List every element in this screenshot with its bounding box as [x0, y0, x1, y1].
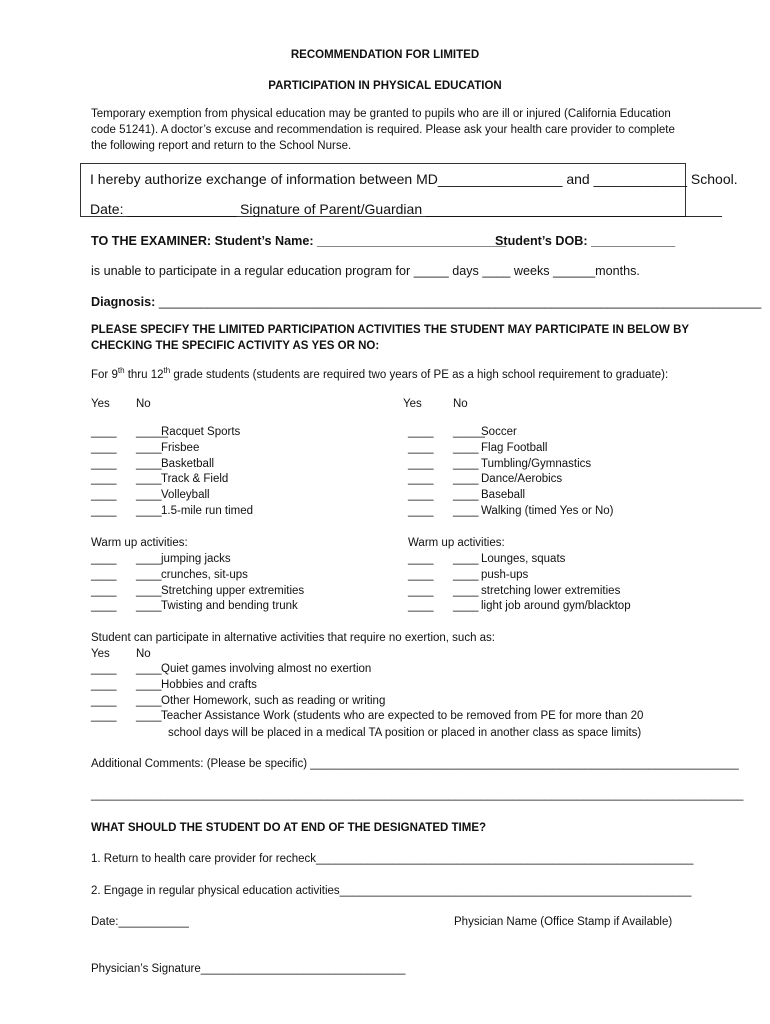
alternative-yes-blank[interactable]: ____ — [91, 663, 117, 675]
sport-right-yes-blank[interactable]: ____ — [408, 457, 434, 470]
intro-line-2: code 51241). A doctor’s excuse and recommendation is required. Please ask your health care provider to complete — [91, 124, 675, 136]
parent-signature-field[interactable]: Signature of Parent/Guardian ______________________________________ — [240, 201, 722, 217]
warmup-right-label: Lounges, squats — [481, 553, 566, 565]
warmup-left-no-blank[interactable]: ____ — [136, 553, 162, 565]
alternative-yes-blank[interactable]: ____ — [91, 710, 117, 723]
no-header-left: No — [136, 398, 151, 410]
alt-yes-header: Yes — [91, 648, 110, 660]
sport-left-no-blank[interactable]: ____ — [136, 505, 162, 517]
student-dob-field[interactable]: Student’s DOB: ____________ — [495, 234, 676, 248]
sport-left-no-blank[interactable]: _____ — [136, 426, 168, 438]
sport-left-yes-blank[interactable]: ____ — [91, 426, 117, 438]
duration-line[interactable]: is unable to participate in a regular education program for _____ days ____ weeks ______months. — [91, 264, 640, 278]
alternative-label: Quiet games involving almost no exertion — [161, 663, 372, 675]
title-line-2: PARTICIPATION IN PHYSICAL EDUCATION — [268, 80, 502, 92]
specify-instruction-2: CHECKING THE SPECIFIC ACTIVITY AS YES OR NO: — [91, 340, 380, 352]
sport-right-no-blank[interactable]: ____ — [453, 473, 479, 486]
sport-right-yes-blank[interactable]: ____ — [408, 426, 434, 438]
sport-right-no-blank[interactable]: ____ — [453, 489, 479, 502]
title-line-1: RECOMMENDATION FOR LIMITED — [290, 49, 480, 61]
alternative-yes-blank[interactable]: ____ — [91, 694, 117, 707]
recheck-field[interactable]: 1. Return to health care provider for recheck___________________________________________________________ — [91, 853, 694, 865]
sport-left-no-blank[interactable]: ____ — [136, 473, 162, 486]
sport-right-no-blank[interactable]: ____ — [453, 457, 479, 470]
diagnosis-field[interactable] — [91, 295, 761, 309]
engage-field[interactable]: 2. Engage in regular physical education activities_______________________________________________________ — [91, 885, 692, 897]
warmup-left-yes-blank[interactable]: ____ — [91, 553, 117, 565]
sport-right-label: Flag Football — [481, 441, 548, 454]
warmup-left-yes-blank[interactable]: ____ — [91, 568, 117, 581]
warmup-label-left: Warm up activities: — [91, 537, 188, 549]
warmup-right-label: light job around gym/blacktop — [481, 600, 631, 613]
warmup-left-no-blank[interactable]: ____ — [136, 600, 162, 613]
sport-right-yes-blank[interactable]: ____ — [408, 441, 434, 454]
alternative-no-blank[interactable]: ____ — [136, 710, 162, 723]
authorization-date-field[interactable]: Date: ______________ — [90, 201, 237, 217]
sport-left-label: Track & Field — [161, 473, 229, 486]
sport-right-no-blank[interactable]: ____ — [453, 441, 479, 454]
warmup-left-yes-blank[interactable]: ____ — [91, 600, 117, 613]
warmup-left-label: Twisting and bending trunk — [161, 600, 298, 613]
sport-left-yes-blank[interactable]: ____ — [91, 505, 117, 517]
warmup-right-no-blank[interactable]: ____ — [453, 584, 479, 597]
sport-left-yes-blank[interactable]: ____ — [91, 441, 117, 454]
sport-left-yes-blank[interactable]: ____ — [91, 457, 117, 470]
additional-comments-field-2[interactable]: ______________________________________________________________________________________________________ — [91, 789, 744, 801]
sport-right-no-blank[interactable]: _____ — [453, 426, 485, 438]
warmup-left-yes-blank[interactable]: ____ — [91, 584, 117, 597]
sport-right-yes-blank[interactable]: ____ — [408, 505, 434, 517]
warmup-right-yes-blank[interactable]: ____ — [408, 553, 434, 565]
alternative-label: Other Homework, such as reading or writing — [161, 694, 386, 707]
sport-right-no-blank[interactable]: ____ — [453, 505, 479, 517]
diagnosis-blank[interactable]: ______________________________________________________________________________________ — [155, 295, 762, 309]
alternative-label: Teacher Assistance Work (students who are expected to be removed from PE for more than 20 — [161, 710, 644, 723]
sport-left-label: Basketball — [161, 457, 215, 470]
warmup-left-no-blank[interactable]: ____ — [136, 568, 162, 581]
no-header-right: No — [453, 398, 468, 410]
sport-left-label: Racquet Sports — [161, 426, 241, 438]
alt-no-header: No — [136, 648, 151, 660]
warmup-right-yes-blank[interactable]: ____ — [408, 568, 434, 581]
alternative-no-blank[interactable]: ____ — [136, 694, 162, 707]
intro-line-1: Temporary exemption from physical education may be granted to pupils who are ill or injured (California Education — [91, 108, 671, 120]
sport-left-label: Frisbee — [161, 441, 200, 454]
additional-comments-field[interactable]: Additional Comments: (Please be specific) ___________________________________________________________________ — [91, 758, 739, 770]
warmup-left-label: jumping jacks — [161, 553, 231, 565]
sport-right-yes-blank[interactable]: ____ — [408, 473, 434, 486]
sport-left-no-blank[interactable]: ____ — [136, 489, 162, 502]
end-time-heading: WHAT SHOULD THE STUDENT DO AT END OF THE DESIGNATED TIME? — [91, 822, 487, 834]
alternative-no-blank[interactable]: ____ — [136, 678, 162, 691]
alternative-label: Hobbies and crafts — [161, 678, 257, 691]
warmup-label-right: Warm up activities: — [408, 537, 505, 549]
alternative-intro: Student can participate in alternative activities that require no exertion, such as: — [91, 632, 496, 644]
sport-right-label: Tumbling/Gymnastics — [481, 457, 592, 470]
warmup-right-no-blank[interactable]: ____ — [453, 568, 479, 581]
grade-line: For 9th thru 12th grade students (students are required two years of PE as a high school requirement to graduate): — [91, 366, 669, 381]
warmup-right-yes-blank[interactable]: ____ — [408, 600, 434, 613]
specify-instruction-1: PLEASE SPECIFY THE LIMITED PARTICIPATION ACTIVITIES THE STUDENT MAY PARTICIPATE IN BELOW BY — [91, 324, 690, 336]
warmup-right-label: push-ups — [481, 568, 529, 581]
yes-header-left: Yes — [91, 398, 110, 410]
sport-left-yes-blank[interactable]: ____ — [91, 473, 117, 486]
physician-name-label: Physician Name (Office Stamp if Available) — [454, 916, 673, 928]
sport-left-label: 1.5-mile run timed — [161, 505, 254, 517]
yes-header-right: Yes — [403, 398, 422, 410]
sport-right-label: Dance/Aerobics — [481, 473, 563, 486]
warmup-right-no-blank[interactable]: ____ — [453, 553, 479, 565]
warmup-right-label: stretching lower extremities — [481, 584, 621, 597]
alternative-no-blank[interactable]: ____ — [136, 663, 162, 675]
authorization-line[interactable]: I hereby authorize exchange of information between MD________________ and ____________ School. — [90, 171, 738, 187]
alternative-continuation: school days will be placed in a medical TA position or placed in another class as space limits) — [168, 727, 642, 739]
diagnosis-label: Diagnosis: — [91, 295, 156, 309]
sport-right-yes-blank[interactable]: ____ — [408, 489, 434, 502]
sport-right-label: Soccer — [481, 426, 517, 438]
warmup-left-no-blank[interactable]: ____ — [136, 584, 162, 597]
sport-left-no-blank[interactable]: ____ — [136, 457, 162, 470]
warmup-left-label: crunches, sit-ups — [161, 568, 248, 581]
warmup-right-yes-blank[interactable]: ____ — [408, 584, 434, 597]
sport-left-no-blank[interactable]: ____ — [136, 441, 162, 454]
sport-right-label: Baseball — [481, 489, 526, 502]
sport-left-label: Volleyball — [161, 489, 210, 502]
student-name-field[interactable]: TO THE EXAMINER: Student’s Name: ___________________________ — [91, 234, 507, 248]
sport-left-yes-blank[interactable]: ____ — [91, 489, 117, 502]
physician-signature-field[interactable]: Physician’s Signature________________________________ — [91, 963, 406, 975]
warmup-right-no-blank[interactable]: ____ — [453, 600, 479, 613]
alternative-yes-blank[interactable]: ____ — [91, 678, 117, 691]
physician-date-field[interactable]: Date:___________ — [91, 916, 189, 928]
warmup-left-label: Stretching upper extremities — [161, 584, 305, 597]
sport-right-label: Walking (timed Yes or No) — [481, 505, 614, 517]
intro-line-3: the following report and return to the School Nurse. — [91, 140, 352, 152]
